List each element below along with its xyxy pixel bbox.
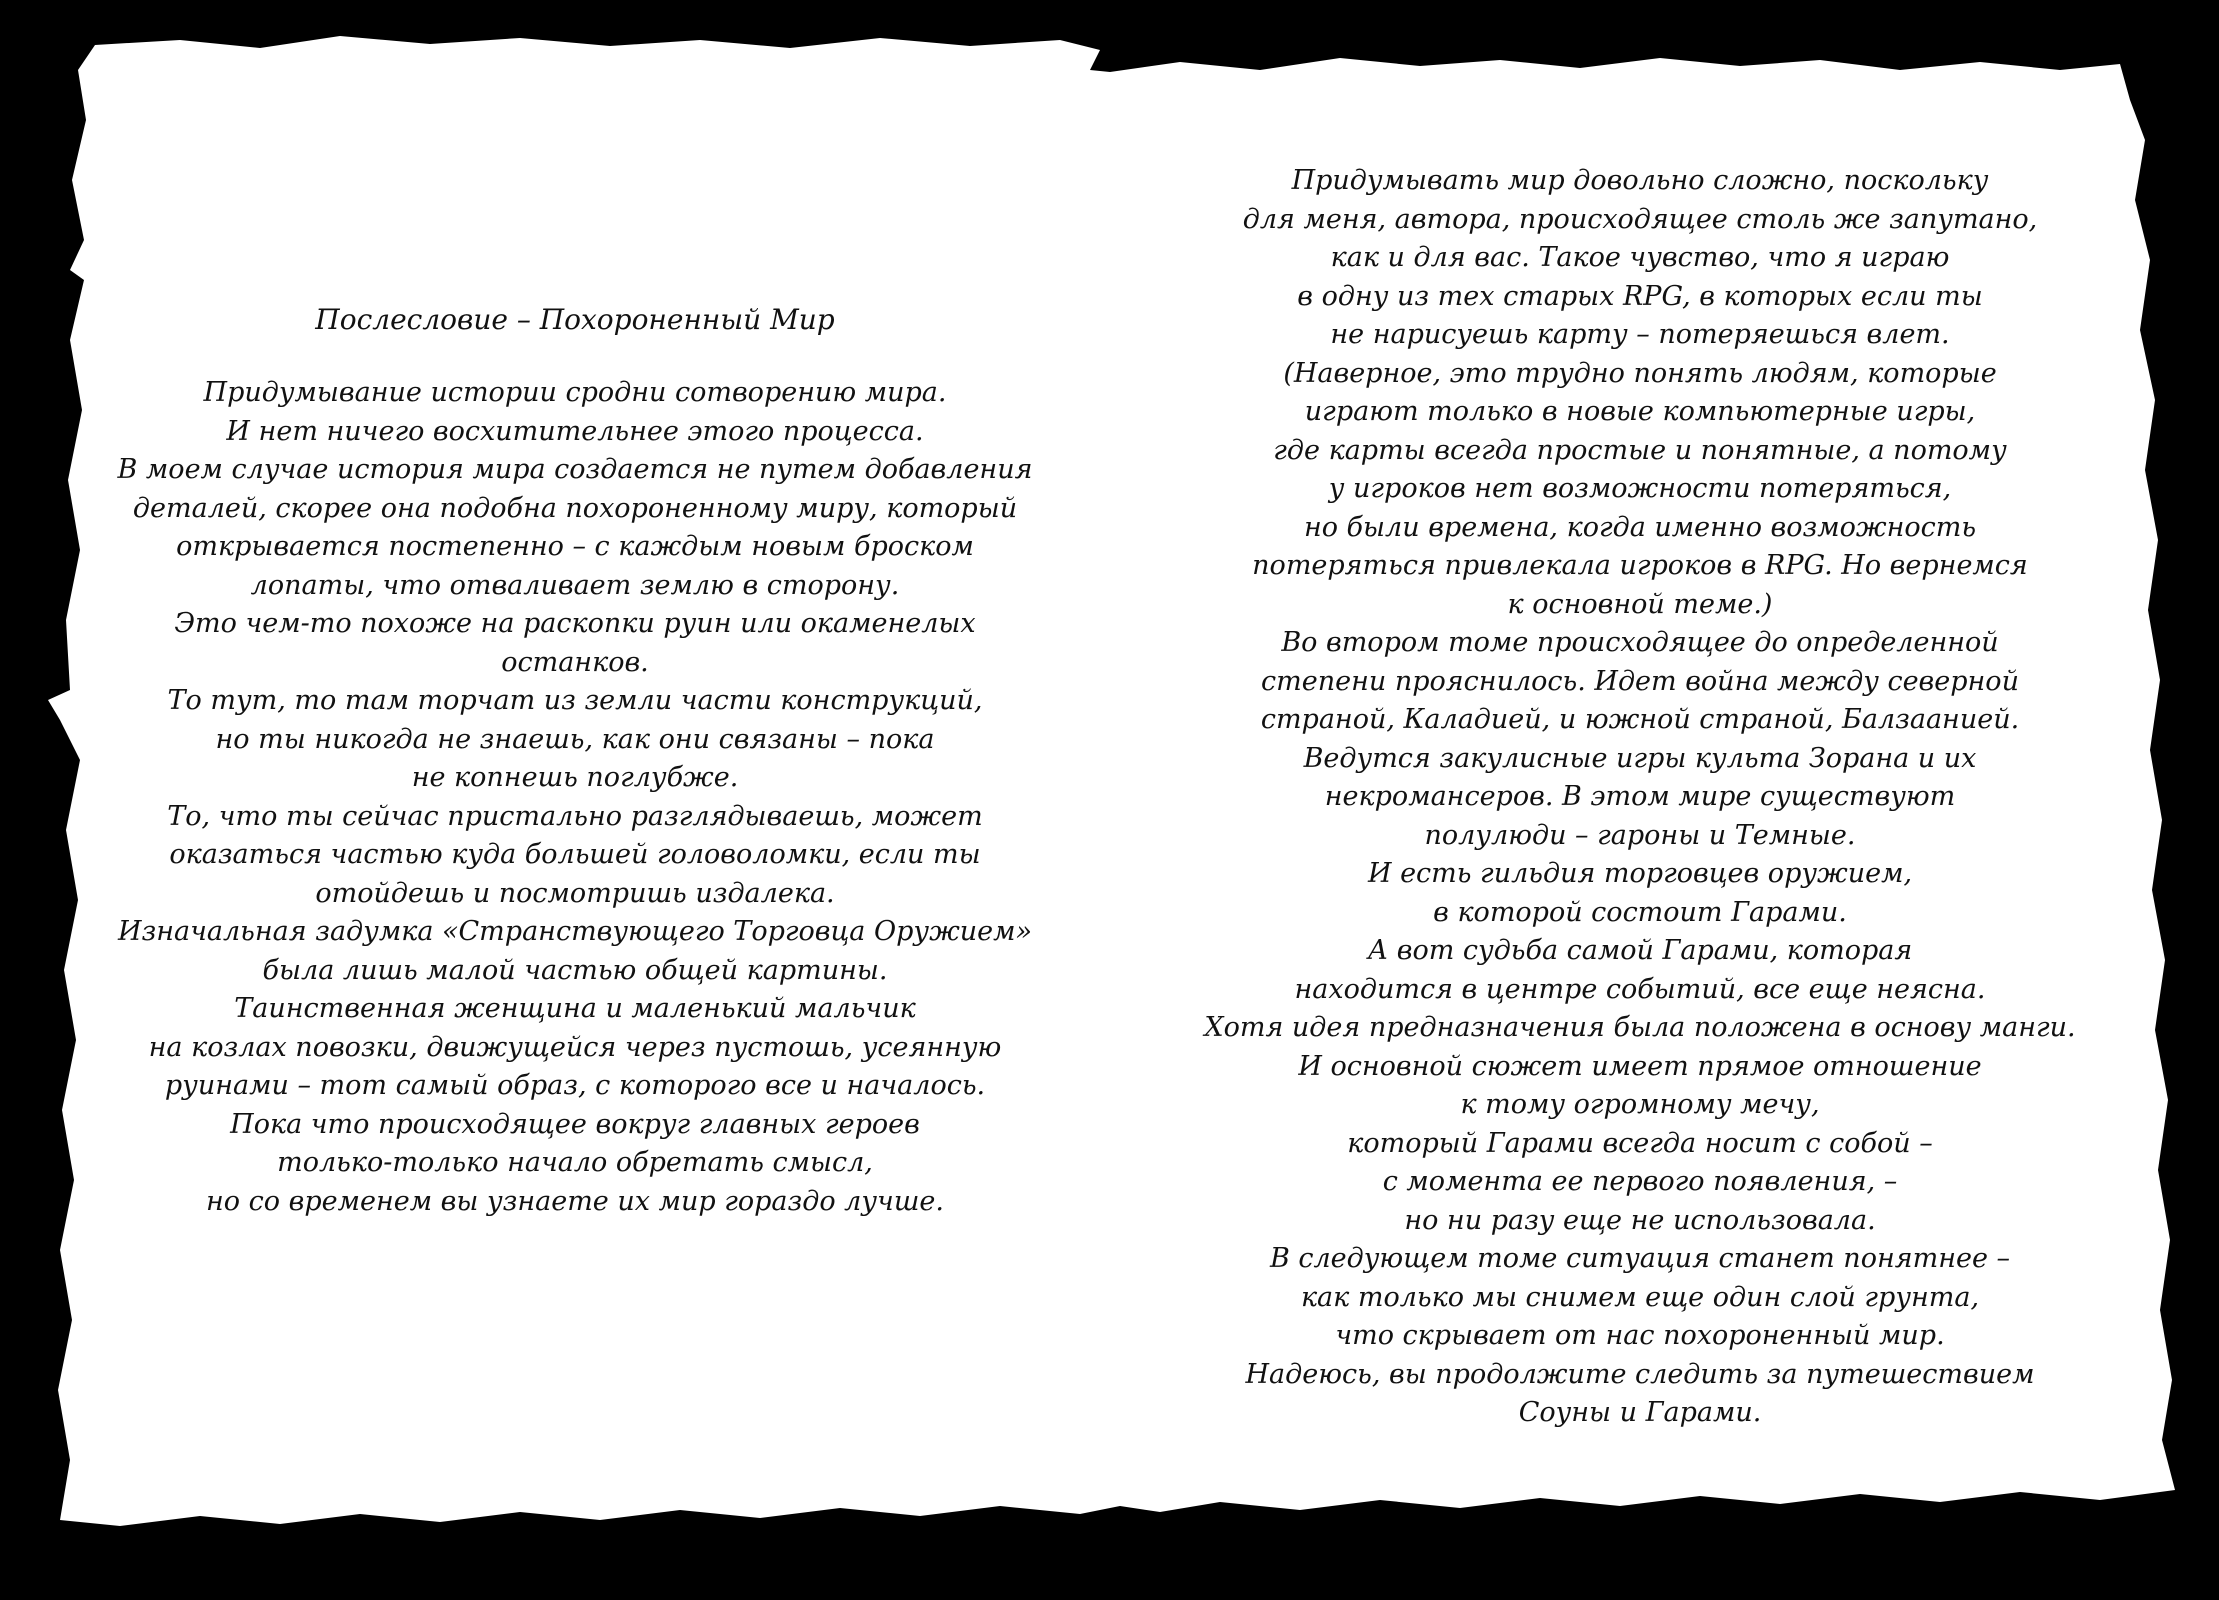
text-line: Это чем-то похоже на раскопки руин или окаменелых bbox=[174, 608, 976, 639]
text-line: страной, Каладией, и южной страной, Балзаанией. bbox=[1260, 704, 2020, 735]
text-line: в которой состоит Гарами. bbox=[1433, 896, 1847, 928]
text-line: То тут, то там торчат из земли части конструкций, bbox=[167, 685, 983, 716]
text-line: лопаты, что отваливает землю в сторону. bbox=[250, 569, 900, 601]
text-line: оказаться частью куда большей головоломки, если ты bbox=[169, 839, 981, 870]
text-line: некромансеров. В этом мире существуют bbox=[1324, 781, 1956, 812]
text-line: То, что ты сейчас пристально разглядываешь, может bbox=[167, 800, 983, 832]
text-line: Придумывание истории сродни сотворению мира. bbox=[203, 377, 947, 408]
text-line: останков. bbox=[501, 646, 649, 678]
text-line: только-только начало обретать смысл, bbox=[277, 1147, 873, 1178]
text-line: у игроков нет возможности потеряться, bbox=[1328, 473, 1952, 504]
text-line: Надеюсь, вы продолжите следить за путешествием bbox=[1245, 1358, 2035, 1390]
text-line: как только мы снимем еще один слой грунта, bbox=[1300, 1281, 1980, 1313]
text-line: Во втором томе происходящее до определенной bbox=[1281, 627, 1999, 658]
text-line: играют только в новые компьютерные игры, bbox=[1304, 396, 1976, 427]
text-line: не копнешь поглубже. bbox=[411, 762, 739, 793]
text-line: но со временем вы узнаете их мир гораздо лучше. bbox=[206, 1185, 944, 1217]
text-line: но были времена, когда именно возможность bbox=[1303, 511, 1977, 543]
text-line: в одну из тех старых RPG, в которых если ты bbox=[1297, 280, 1983, 312]
text-line: была лишь малой частью общей картины. bbox=[262, 954, 888, 986]
text-line: который Гарами всегда носит с собой – bbox=[1347, 1127, 1933, 1159]
text-line: но ни разу еще не использовала. bbox=[1404, 1204, 1876, 1236]
text-line: степени прояснилось. Идет война между северной bbox=[1261, 665, 2019, 697]
text-line: не нарисуешь карту – потеряешься влет. bbox=[1330, 319, 1950, 350]
text-line: В следующем томе ситуация станет понятнее – bbox=[1269, 1243, 2011, 1274]
text-line: к тому огромному мечу, bbox=[1460, 1089, 1820, 1120]
text-line: И нет ничего восхитительнее этого процесса. bbox=[226, 415, 924, 447]
text-line: с момента ее первого появления, – bbox=[1382, 1166, 1898, 1197]
right-page-text bbox=[1180, 162, 2100, 1433]
text-line: Придумывать мир довольно сложно, поскольку bbox=[1291, 165, 1989, 196]
text-line: В моем случае история мира создается не путем добавления bbox=[117, 454, 1033, 485]
text-line: Ведутся закулисные игры культа Зорана и их bbox=[1303, 742, 1977, 774]
text-line: потеряться привлекала игроков в RPG. Но вернемся bbox=[1252, 550, 2028, 581]
text-line: находится в центре событий, все еще неясна. bbox=[1294, 973, 1986, 1005]
text-line: Хотя идея предназначения была положена в основу манги. bbox=[1204, 1012, 2076, 1043]
text-line: но ты никогда не знаешь, как они связаны – пока bbox=[215, 723, 935, 755]
text-line: отойдешь и посмотришь издалека. bbox=[315, 877, 835, 909]
text-line: что скрывает от нас похороненный мир. bbox=[1335, 1320, 1945, 1351]
text-line: Пока что происходящее вокруг главных героев bbox=[230, 1108, 920, 1140]
text-line: для меня, автора, происходящее столь же запутано, bbox=[1242, 203, 2038, 235]
text-line: деталей, скорее она подобна похороненному миру, который bbox=[132, 492, 1018, 524]
text-line: И есть гильдия торговцев оружием, bbox=[1367, 858, 1913, 889]
text-line: полулюди – гароны и Темные. bbox=[1424, 819, 1856, 851]
left-page-text bbox=[110, 300, 1040, 1221]
text-line: Изначальная задумка «Странствующего Торговца Оружием» bbox=[117, 916, 1033, 947]
text-line: А вот судьба самой Гарами, которая bbox=[1367, 935, 1913, 966]
afterword-title: Послесловие – Похороненный Мир bbox=[315, 303, 835, 336]
text-line: где карты всегда простые и понятные, а потому bbox=[1273, 434, 2007, 466]
text-line: открывается постепенно – с каждым новым броском bbox=[176, 531, 974, 562]
text-line: руинами – тот самый образ, с которого все и началось. bbox=[164, 1070, 986, 1101]
text-line: на козлах повозки, движущейся через пустошь, усеянную bbox=[148, 1031, 1002, 1063]
text-line: И основной сюжет имеет прямое отношение bbox=[1298, 1050, 1982, 1082]
text-line: к основной теме.) bbox=[1507, 588, 1773, 620]
text-line: (Наверное, это трудно понять людям, которые bbox=[1283, 357, 1997, 389]
text-line: Таинственная женщина и маленький мальчик bbox=[234, 993, 916, 1024]
text-line: Соуны и Гарами. bbox=[1518, 1397, 1762, 1428]
text-line: как и для вас. Такое чувство, что я играю bbox=[1330, 242, 1950, 273]
